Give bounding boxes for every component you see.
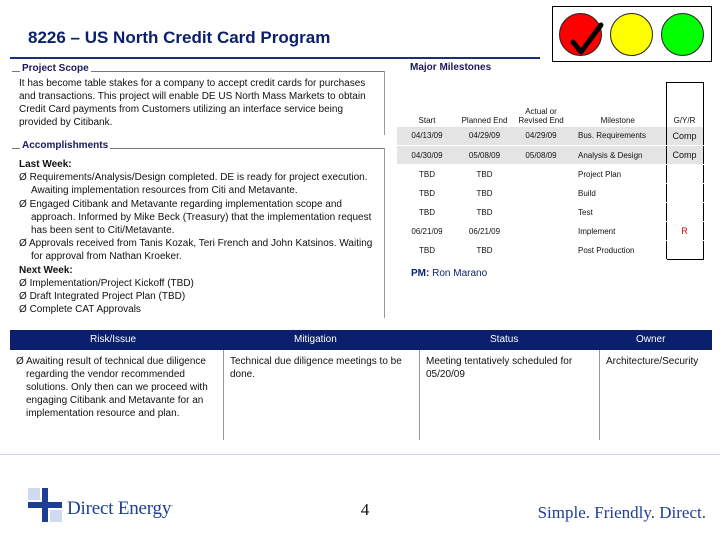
list-item: Ø Complete CAT Approvals bbox=[19, 304, 141, 316]
table-cell: 05/08/09 bbox=[457, 146, 512, 165]
table-cell: 04/13/09 bbox=[397, 127, 457, 146]
status-cell: Meeting tentatively scheduled for 05/20/09 bbox=[420, 350, 600, 440]
pm-label: PM: bbox=[411, 268, 430, 279]
list-item-text: Approvals received from Tanis Kozak, Teri French and John Katsinos. Waiting for approval from Nathan Kroeker. bbox=[29, 238, 373, 263]
list-item-text: Engaged Citibank and Metavante regarding implementation scope and approach. Informed by Mike Beck (Treasury) that the implementation request has been sent to Citi/Metavante. bbox=[29, 198, 372, 237]
column-header: Status bbox=[490, 334, 519, 345]
column-header: G/Y/R bbox=[666, 83, 703, 127]
table-cell: 05/08/09 bbox=[512, 146, 570, 165]
table-row bbox=[397, 165, 703, 184]
brand-mark: . bbox=[171, 499, 173, 509]
table-cell: TBD bbox=[397, 165, 457, 184]
list-item: Ø Implementation/Project Kickoff (TBD) bbox=[19, 277, 194, 289]
direct-energy-logo-icon bbox=[28, 488, 62, 522]
table-cell: Bus. Requirements bbox=[570, 127, 666, 146]
table-cell: TBD bbox=[397, 203, 457, 222]
status-badge bbox=[666, 241, 703, 260]
table-cell: Analysis & Design bbox=[570, 146, 666, 165]
risk-text: Awaiting result of technical due diligence regarding the vendor recommended solutions. Only then can we proceed with engaging Citibank and Metavante for an implementation resource and plan. bbox=[26, 356, 208, 419]
page-number: 4 bbox=[360, 500, 370, 519]
milestones-label: Major Milestones bbox=[410, 62, 492, 73]
column-header: Milestone bbox=[600, 115, 635, 125]
pm-name: Ron Marano bbox=[432, 268, 488, 279]
footer bbox=[0, 454, 720, 540]
yellow-light bbox=[610, 13, 653, 56]
column-header: Actual or Revised End bbox=[518, 106, 564, 125]
table-cell bbox=[512, 184, 570, 203]
table-cell bbox=[512, 165, 570, 184]
page-title: 8226 – US North Credit Card Program bbox=[28, 28, 331, 47]
accomplishments-side-rule bbox=[384, 148, 385, 318]
status-badge bbox=[666, 203, 703, 222]
column-header: Risk/Issue bbox=[90, 334, 137, 345]
list-item: Ø Engaged Citibank and Metavante regarding implementation scope and approach. Informed by Mike Beck (Treasury) that the implementation request has been sent to Citi/Metavante. bbox=[19, 198, 372, 237]
table-row bbox=[397, 127, 703, 146]
list-item-text: Requirements/Analysis/Design completed. DE is ready for project execution. Awaiting implementation resources from Citi and Metavante. bbox=[29, 172, 368, 197]
table-row bbox=[397, 146, 703, 165]
status-traffic-lights bbox=[552, 6, 712, 62]
table-cell: TBD bbox=[457, 203, 512, 222]
table-cell: TBD bbox=[457, 241, 512, 260]
table-cell: TBD bbox=[397, 241, 457, 260]
brand-name bbox=[67, 498, 173, 520]
list-item: Ø Requirements/Analysis/Design completed. DE is ready for project execution. Awaiting implementation resources from Citi and Metavante. bbox=[19, 172, 368, 197]
red-light bbox=[559, 13, 602, 56]
table-row bbox=[397, 203, 703, 222]
table-cell: TBD bbox=[457, 165, 512, 184]
table-cell: 04/30/09 bbox=[397, 146, 457, 165]
status-badge bbox=[666, 165, 703, 184]
last-week-heading: Last Week: bbox=[19, 159, 72, 170]
table-cell: Test bbox=[570, 203, 666, 222]
owner-cell: Architecture/Security bbox=[606, 356, 699, 367]
tagline: Simple. Friendly. Direct. bbox=[537, 503, 706, 522]
table-cell bbox=[512, 222, 570, 241]
column-header: Planned End bbox=[461, 115, 508, 125]
table-row bbox=[397, 222, 703, 241]
table-cell bbox=[512, 203, 570, 222]
status-badge bbox=[666, 184, 703, 203]
list-item-text: Draft Integrated Project Plan (TBD) bbox=[29, 291, 186, 303]
column-header: Owner bbox=[636, 334, 666, 345]
table-cell: 04/29/09 bbox=[457, 127, 512, 146]
list-item: Ø Draft Integrated Project Plan (TBD) bbox=[19, 291, 186, 303]
table-row bbox=[397, 184, 703, 203]
table-cell: 04/29/09 bbox=[512, 127, 570, 146]
status-badge: Comp bbox=[666, 146, 703, 165]
table-cell: Implement bbox=[570, 222, 666, 241]
table-cell bbox=[512, 241, 570, 260]
milestones-table bbox=[397, 82, 704, 260]
table-cell: 06/21/09 bbox=[457, 222, 512, 241]
green-light bbox=[661, 13, 704, 56]
table-cell: 06/21/09 bbox=[397, 222, 457, 241]
list-item: Ø Approvals received from Tanis Kozak, Teri French and John Katsinos. Waiting for approval from Nathan Kroeker. bbox=[19, 238, 373, 263]
status-badge: R bbox=[666, 222, 703, 241]
status-badge: Comp bbox=[666, 127, 703, 146]
scope-text: It has become table stakes for a company to accept credit cards for purchases and transactions. This project will enable DE US North Mass Markets to obtain Credit Card payments from Customers utilizing an interface service being provided by Citibank. bbox=[19, 78, 366, 128]
next-week-heading: Next Week: bbox=[19, 264, 73, 276]
table-cell: Project Plan bbox=[570, 165, 666, 184]
scope-side-rule bbox=[384, 71, 385, 135]
list-item-text: Complete CAT Approvals bbox=[29, 304, 141, 316]
brand-text: Direct Energy bbox=[67, 498, 172, 519]
title-divider bbox=[10, 57, 540, 59]
risk-table-header bbox=[10, 330, 712, 350]
check-mark-icon bbox=[570, 22, 604, 58]
mitigation-cell: Technical due diligence meetings to be done. bbox=[224, 350, 420, 440]
table-cell: TBD bbox=[457, 184, 512, 203]
table-cell: TBD bbox=[397, 184, 457, 203]
table-row bbox=[397, 241, 703, 260]
table-cell: Build bbox=[570, 184, 666, 203]
risk-cell bbox=[10, 350, 224, 440]
table-cell: Post Production bbox=[570, 241, 666, 260]
accomplishments-text bbox=[19, 158, 384, 316]
list-item-text: Implementation/Project Kickoff (TBD) bbox=[29, 277, 194, 289]
project-manager bbox=[411, 268, 487, 279]
scope-label: Project Scope bbox=[22, 63, 89, 74]
list-item: Ø Awaiting result of technical due diligence regarding the vendor recommended solutions. Only then can we proceed with engaging Citibank and Metavante for an implementation resource and plan. bbox=[16, 356, 208, 419]
column-header: Start bbox=[418, 115, 436, 125]
accomplishments-label: Accomplishments bbox=[22, 140, 109, 151]
column-header: Mitigation bbox=[294, 334, 337, 345]
